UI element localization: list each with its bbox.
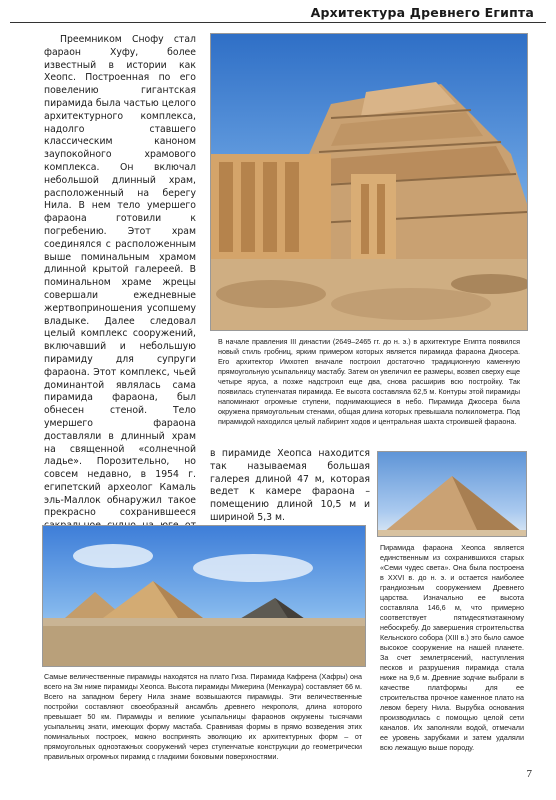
giza-pyramids-photo: [42, 525, 366, 667]
giza-illustration: [43, 526, 365, 666]
running-title: Архитектура Древнего Египта: [310, 5, 534, 20]
djoser-caption: В начале правления III династии (2649–2465 гг. до н. э.) в архитектуре Египта появился новый стиль гробниц, ярким примером которых является пирамида фараона Джосера. Его архитектор Имхотеп вначале построил достаточно традиционную каменную прямоугольную усыпальницу мастабу. Затем он увеличил ее размеры, возвел сверху еще четыре яруса, а позже надстроил еще два, снова расширив всю постройку. Так появилась ступенчатая пирамида. Ее высота составляла 62,5 м. Контуры этой пирамиды напоминают огромные ступени, поднимающиеся в небо. Пирамида Джосера была окружена прямоугольным стенами, общая длина которых превышала полкилометра. Под пирамидой находился целый лабиринт ходов и центральная шахта строившей фараона.: [218, 337, 520, 426]
header-rule: [10, 22, 546, 23]
page-number: 7: [526, 768, 532, 780]
giza-caption: Самые величественные пирамиды находятся на плато Гиза. Пирамида Кафрена (Хафры) она всего на 3м ниже пирамиды Хеопса. Высота пирамиды Микерина (Менкаура) составляет 66 м. Всего на западном берегу Нила знаме возвышаются пирамиды. Эти величественные постройки составляют своеобразный ансамбль древнего некрополя, длина которого превышает 50 км. Пирамиды и великие усыпальницы фараонов окружены тысячами усыпальниц знати, имеющих форму мастаба. Сравнивая формы в прямо возведения этих поминальных построек, можно воспринять эволюцию их архитектурных форм – от прямоугольных одноэтажных сооружений через ступенчатые конструкции до геометрически правильных огромных пирамид с гладкими боковыми поверхностями.: [44, 672, 362, 761]
cheops-pyramid-photo: [377, 451, 527, 537]
pyramid-illustration: [378, 452, 526, 536]
page-header: [0, 0, 556, 26]
paragraph: Преемником Снофу стал фараон Хуфу, более известный в истории как Хеопс. Построенная по его повелению гигантская пирамида была частью целого архитектурного комплекса, надолго ставшего классическим каноном заупокойного храмового комплекса. Он включал небольшой длинный храм, расположенный на берегу Нила. В нем тело умершего фараона готовили к погребению. Этот храм соединялся с расположенным выше поминальным храмом длинной крытой галереей. В поминальном храме жрецы совершали ежедневные жертвоприношения усопшему владыке. Далее следовал целый комплекс сооружений, включавший и небольшую пирамиду для супруги фараона. Этот комплекс, чьей доминантой являлась сама пирамида фараона, был обнесен стеной. Тело умершего фараона доставляли в длинный храм на священной «солнечной ладье». Порозительно, но совсем недавно, в 1954 г. египетский археолог Камаль эль-Маллок обнаружил такое прекрасно сохранившееся: [44, 34, 196, 519]
step-pyramid-illustration: [211, 34, 527, 330]
middle-text: в пирамиде Хеопса находится так называемая большая галерея длиной 47 м, которая ведет к камере фараона – помещению длиной 10,5 м и шириной 5,3 м.: [210, 448, 370, 523]
cheops-caption: Пирамида фараона Хеопса является единственным из сохранившихся старых «Семи чудес света». Она была построена в XXVI в. до н. э. и остается наиболее грандиозным сооружением Древнего царства. Изначально ее высота составляла 146,6 м, что примерно соответствует пятидесятиэтажному небоскребу. До завершения строительства Кельнского собора (XIII в.) это было самое высокое сооружение на нашей планете. За счет землетрясений, наступления песков и разрушения пирамида стала ниже на 9,6 м. Древние зодчие выбрали в качестве платформы для ее строительства прочное каменное плато на левом берегу Нила. Вырубка основания производилась с помощью целой сети каналов. Их заполняли водой, отмечали ее уровень зарубками и затем удаляли всю лежащую выше породу.: [380, 543, 524, 752]
djoser-pyramid-photo: [210, 33, 528, 331]
